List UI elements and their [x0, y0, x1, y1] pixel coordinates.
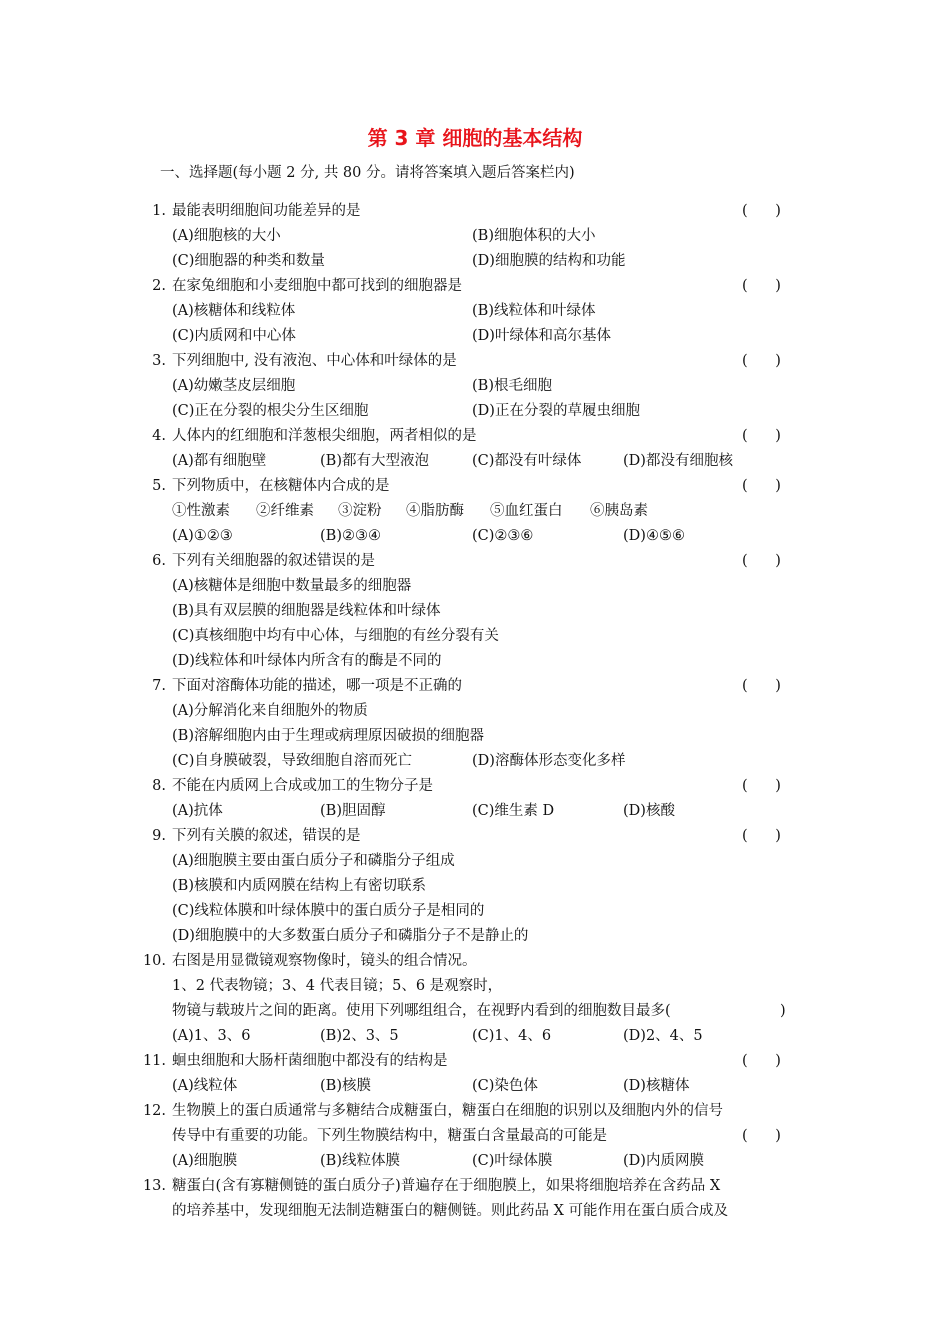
option-d: (D)细胞膜的结构和功能: [472, 253, 626, 269]
option-d: (D)核酸: [623, 803, 675, 819]
option-c: (C)②③⑥: [472, 528, 534, 544]
answer-bracket: ( ): [742, 828, 781, 844]
question-8: [136, 774, 816, 798]
section-heading: 一、选择题(每小题 2 分, 共 80 分。请将答案填入题后答案栏内): [160, 165, 575, 181]
question-11: [136, 1049, 816, 1073]
options-row: [172, 299, 812, 323]
option-b: (B)胆固醇: [320, 803, 386, 819]
question-number: 9.: [152, 828, 166, 844]
question-text-continued: 的培养基中，发现细胞无法制造糖蛋白的糖侧链。则此药品 X 可能作用在蛋白质合成及: [172, 1203, 729, 1219]
question-5: [136, 474, 816, 498]
options-row: [172, 749, 812, 773]
option-d: (D)内质网膜: [623, 1153, 704, 1169]
question-6: [136, 549, 816, 573]
options-row: [172, 249, 812, 273]
option-a: (A)核糖体和线粒体: [172, 303, 296, 319]
options-row: [172, 399, 812, 423]
question-text: 不能在内质网上合成或加工的生物分子是: [172, 778, 433, 794]
options-row: [172, 374, 812, 398]
question-13: [136, 1174, 816, 1198]
answer-bracket: ( ): [742, 278, 781, 294]
question-text-continued: [172, 999, 812, 1023]
question-2: [136, 274, 816, 298]
option-a: (A)①②③: [172, 528, 233, 544]
options-row: [172, 1024, 812, 1048]
option-c: (C)自身膜破裂，导致细胞自溶而死亡: [172, 753, 412, 769]
question-number: 8.: [152, 778, 166, 794]
question-3: [136, 349, 816, 373]
question-text: 最能表明细胞间功能差异的是: [172, 203, 361, 219]
question-text: 蛔虫细胞和大肠杆菌细胞中都没有的结构是: [172, 1053, 448, 1069]
question-number: 6.: [152, 553, 166, 569]
option-b: (B)核膜: [320, 1078, 371, 1094]
option-c: (C)正在分裂的根尖分生区细胞: [172, 403, 369, 419]
answer-bracket-close: ): [780, 1003, 786, 1019]
answer-bracket: ( ): [742, 1128, 781, 1144]
option-c: (C)叶绿体膜: [472, 1153, 553, 1169]
option-d: (D)都没有细胞核: [623, 453, 733, 469]
item-4: ④脂肪酶: [406, 503, 464, 519]
item-6: ⑥胰岛素: [590, 503, 648, 519]
option-c: (C)染色体: [472, 1078, 538, 1094]
question-number: 11.: [142, 1053, 166, 1069]
option-a: (A)线粒体: [172, 1078, 238, 1094]
question-number: 3.: [152, 353, 166, 369]
question-number: 2.: [152, 278, 166, 294]
question-1: [136, 199, 816, 223]
question-9: [136, 824, 816, 848]
option-a: (A)1、3、6: [172, 1028, 251, 1044]
question-text: 人体内的红细胞和洋葱根尖细胞，两者相似的是: [172, 428, 477, 444]
options-row: [172, 324, 812, 348]
options-row: [172, 1074, 812, 1098]
question-text: 生物膜上的蛋白质通常与多糖结合成糖蛋白，糖蛋白在细胞的识别以及细胞内外的信号: [172, 1103, 723, 1119]
option-a: (A)都有细胞壁: [172, 453, 267, 469]
question-10: [136, 949, 816, 973]
option-b: (B)都有大型液泡: [320, 453, 429, 469]
options-row: [172, 1149, 812, 1173]
option-b: (B)核膜和内质网膜在结构上有密切联系: [172, 878, 426, 894]
option-d: (D)溶酶体形态变化多样: [472, 753, 626, 769]
option-b: (B)根毛细胞: [472, 378, 552, 394]
option-b: (B)具有双层膜的细胞器是线粒体和叶绿体: [172, 603, 441, 619]
answer-bracket: ( ): [742, 1053, 781, 1069]
option-c: (C)1、4、6: [472, 1028, 552, 1044]
question-text: 下列物质中，在核糖体内合成的是: [172, 478, 390, 494]
option-b: (B)线粒体和叶绿体: [472, 303, 596, 319]
question-number: 5.: [152, 478, 166, 494]
option-b: (B)细胞体积的大小: [472, 228, 596, 244]
option-c: (C)真核细胞中均有中心体，与细胞的有丝分裂有关: [172, 628, 499, 644]
items-row: [172, 499, 812, 523]
option-a: (A)细胞膜: [172, 1153, 238, 1169]
question-text: 下列细胞中, 没有液泡、中心体和叶绿体的是: [172, 353, 457, 369]
options-row: [172, 524, 812, 548]
question-text: 下列有关膜的叙述，错误的是: [172, 828, 361, 844]
option-d: (D)核糖体: [623, 1078, 690, 1094]
question-text-continued: 1、2 代表物镜；3、4 代表目镜；5、6 是观察时，: [172, 978, 503, 994]
question-text: 糖蛋白(含有寡糖侧链的蛋白质分子)普遍存在于细胞膜上，如果将细胞培养在含药品 X: [172, 1178, 721, 1194]
question-text: 在家兔细胞和小麦细胞中都可找到的细胞器是: [172, 278, 462, 294]
option-d: (D)线粒体和叶绿体内所含有的酶是不同的: [172, 653, 442, 669]
option-c: (C)线粒体膜和叶绿体膜中的蛋白质分子是相同的: [172, 903, 485, 919]
question-number: 7.: [152, 678, 166, 694]
item-3: ③淀粉: [338, 503, 382, 519]
options-row: [172, 799, 812, 823]
option-b: (B)2、3、5: [320, 1028, 399, 1044]
answer-bracket: ( ): [742, 778, 781, 794]
options-row: [172, 224, 812, 248]
option-d: (D)2、4、5: [623, 1028, 703, 1044]
question-text-continued: [172, 1124, 812, 1148]
answer-bracket: ( ): [742, 428, 781, 444]
option-a: (A)抗体: [172, 803, 223, 819]
question-text: 下列有关细胞器的叙述错误的是: [172, 553, 375, 569]
answer-bracket: ( ): [742, 553, 781, 569]
question-number: 1.: [152, 203, 166, 219]
option-c: (C)都没有叶绿体: [472, 453, 582, 469]
answer-bracket: ( ): [742, 678, 781, 694]
option-d: (D)④⑤⑥: [623, 528, 685, 544]
question-text: 下面对溶酶体功能的描述，哪一项是不正确的: [172, 678, 462, 694]
option-a: (A)分解消化来自细胞外的物质: [172, 703, 368, 719]
option-a: (A)核糖体是细胞中数量最多的细胞器: [172, 578, 412, 594]
item-1: ①性激素: [172, 503, 230, 519]
option-d: (D)正在分裂的草履虫细胞: [472, 403, 640, 419]
question-4: [136, 424, 816, 448]
option-a: (A)细胞核的大小: [172, 228, 281, 244]
question-text: 右图是用显微镜观察物像时，镜头的组合情况。: [172, 953, 477, 969]
question-7: [136, 674, 816, 698]
answer-bracket: ( ): [742, 478, 781, 494]
item-2: ②纤维素: [256, 503, 314, 519]
question-number: 13.: [142, 1178, 166, 1194]
question-number: 4.: [152, 428, 166, 444]
option-c: (C)细胞器的种类和数量: [172, 253, 325, 269]
option-a: (A)幼嫩茎皮层细胞: [172, 378, 296, 394]
question-number: 12.: [142, 1103, 166, 1119]
option-d: (D)细胞膜中的大多数蛋白质分子和磷脂分子不是静止的: [172, 928, 529, 944]
answer-bracket: ( ): [742, 203, 781, 219]
option-b: (B)②③④: [320, 528, 381, 544]
options-row: [172, 449, 812, 473]
page-title: 第 3 章 细胞的基本结构: [367, 126, 583, 150]
option-c: (C)内质网和中心体: [172, 328, 296, 344]
option-a: (A)细胞膜主要由蛋白质分子和磷脂分子组成: [172, 853, 455, 869]
answer-bracket: ( ): [742, 353, 781, 369]
question-text-line: 传导中有重要的功能。下列生物膜结构中，糖蛋白含量最高的可能是: [172, 1128, 607, 1144]
option-d: (D)叶绿体和高尔基体: [472, 328, 611, 344]
option-c: (C)维生素 D: [472, 803, 555, 819]
option-b: (B)溶解细胞内由于生理或病理原因破损的细胞器: [172, 728, 484, 744]
option-b: (B)线粒体膜: [320, 1153, 400, 1169]
question-number: 10.: [142, 953, 166, 969]
item-5: ⑤血红蛋白: [490, 503, 563, 519]
question-text-line: 物镜与载玻片之间的距离。使用下列哪组组合，在视野内看到的细胞数目最多(: [172, 1003, 671, 1019]
question-12: [136, 1099, 816, 1123]
